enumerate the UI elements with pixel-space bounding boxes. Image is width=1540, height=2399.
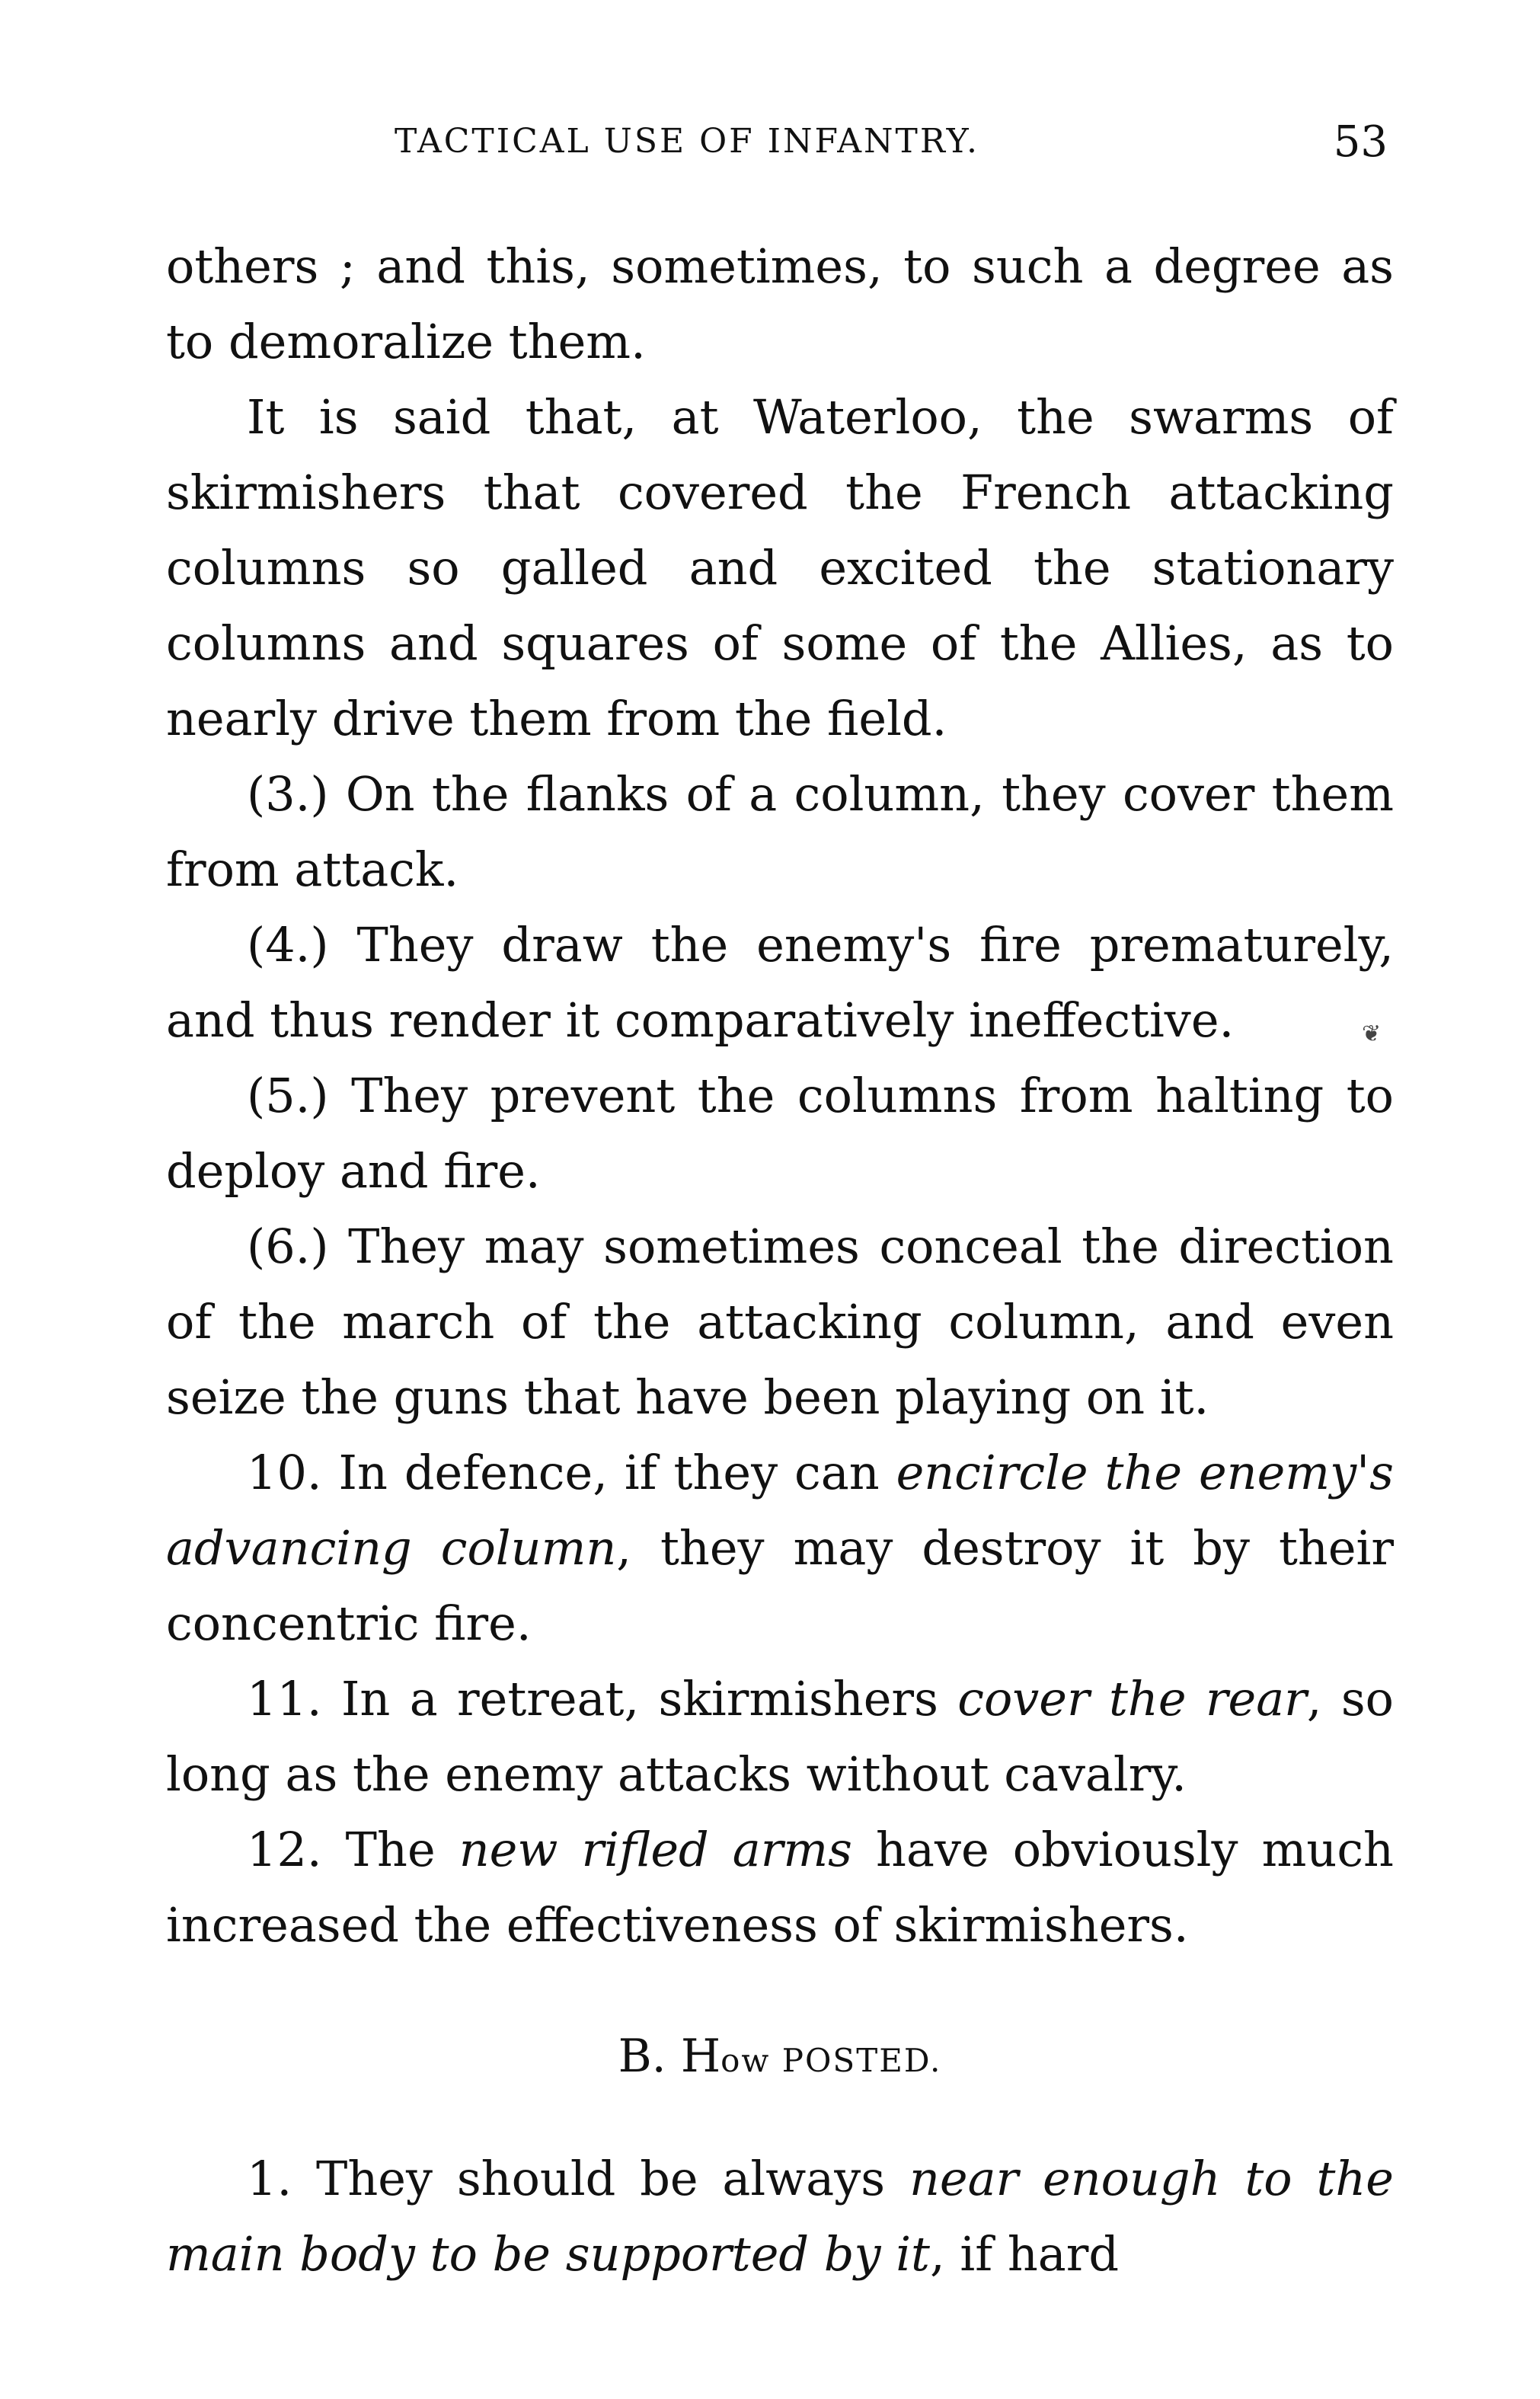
italic-run: encircle the enemy's advancing column: [166, 1445, 1394, 1576]
text-run: 10. In defence, if they can: [247, 1445, 896, 1500]
heading-prefix: B. H: [618, 2030, 721, 2083]
paragraph-waterloo: It is said that, at Waterloo, the swarms of skirmishers that covered the French attacking columns so galled and excited the stationary columns and squares of some of the Allies, as to nearly drive them from the field.: [166, 389, 1394, 746]
paragraph-item-6: (6.) They may sometimes conceal the direction of the march of the attacking column, and even seize the guns that have been playing on it.: [166, 1219, 1394, 1425]
paragraph-posted-1: [166, 2141, 1394, 2292]
paragraph-continuation: others ; and this, sometimes, to such a degree as to demoralize them.: [166, 238, 1394, 369]
section-heading: [166, 2022, 1394, 2095]
italic-run: near enough to the main body to be supported by it: [166, 2151, 1394, 2282]
text-run: , they may destroy it by their concentric fire.: [166, 1520, 1394, 1651]
text-run: 11. In a retreat, skirmishers: [247, 1671, 958, 1727]
text-run: 12. The: [247, 1822, 459, 1877]
paragraph-item-3: (3.) On the flanks of a column, they cover them from attack.: [166, 766, 1394, 897]
page-number: 53: [1333, 117, 1388, 167]
paragraph-item-4: (4.) They draw the enemy's fire prematurely, and thus render it comparatively ineffective.: [166, 917, 1394, 1048]
running-head: TACTICAL USE OF INFANTRY.: [395, 122, 980, 161]
italic-run: new rifled arms: [458, 1822, 852, 1877]
italic-run: cover the rear: [957, 1671, 1307, 1727]
text-run: , if hard: [929, 2226, 1120, 2282]
body-text: [166, 228, 1394, 2292]
paragraph-item-5: (5.) They prevent the columns from halting to deploy and fire.: [166, 1068, 1394, 1199]
heading-smallcaps-rest: POSTED.: [770, 2042, 942, 2079]
heading-smallcaps-first: ow: [720, 2042, 771, 2079]
print-blemish-mark: ❦: [1362, 1021, 1382, 1047]
page-header: [166, 117, 1388, 175]
paragraph-item-11: [166, 1661, 1394, 1812]
text-run: , so long as the enemy attacks without cavalry.: [166, 1671, 1394, 1802]
paragraph-item-12: [166, 1812, 1394, 1963]
text-run: have obviously much increased the effectiveness of skirmishers.: [166, 1822, 1394, 1953]
text-run: 1. They should be always: [247, 2151, 909, 2206]
paragraph-item-10: [166, 1435, 1394, 1661]
